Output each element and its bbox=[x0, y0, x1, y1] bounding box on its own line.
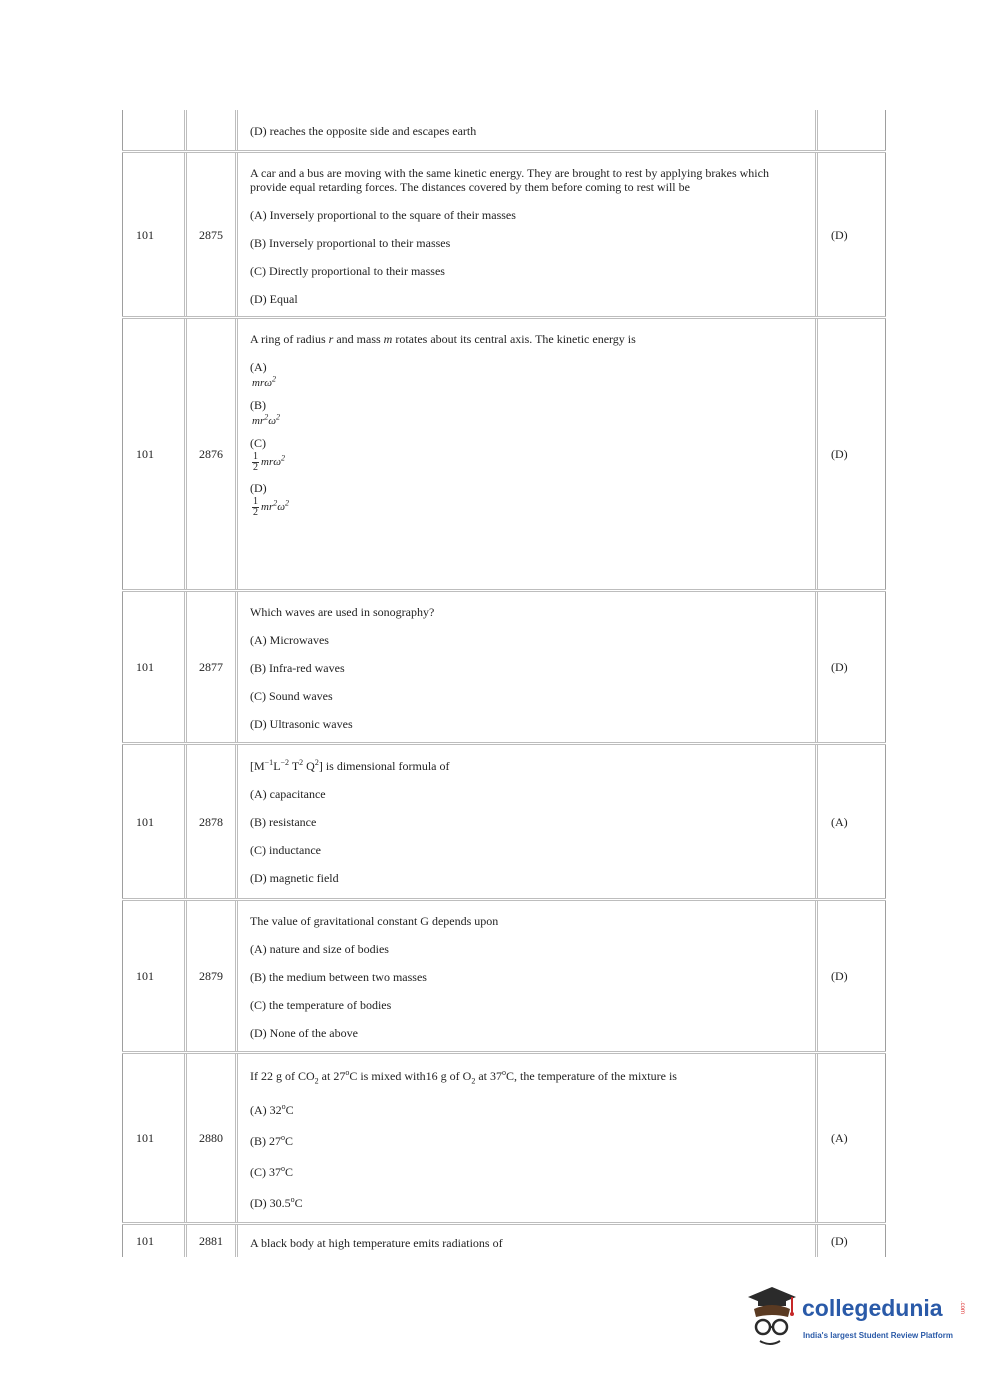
option-b: (B) Infra-red waves bbox=[250, 661, 345, 675]
option-a: (A) capacitance bbox=[250, 787, 326, 801]
option-c: (C) Directly proportional to their masses bbox=[250, 264, 445, 278]
question-text: A car and a bus are moving with the same kinetic energy. They are brought to rest by applying brakes which provide equal retarding forces. The distances covered by them before coming to rest will be bbox=[250, 166, 769, 194]
question-text: Which waves are used in sonography? bbox=[250, 605, 435, 619]
question-number-cell: 2879 bbox=[187, 901, 238, 1051]
option-a: (A) nature and size of bodies bbox=[250, 942, 389, 956]
option-c: (C) the temperature of bodies bbox=[250, 998, 392, 1012]
question-cell bbox=[238, 592, 818, 742]
paper-code-cell: 101 bbox=[122, 901, 187, 1051]
paper-code-cell: 101 bbox=[122, 1054, 187, 1222]
option-d: (D) Equal bbox=[250, 292, 298, 306]
question-cell bbox=[238, 745, 818, 898]
logo-domain: .com bbox=[959, 1301, 965, 1315]
question-number-cell: 2876 bbox=[187, 319, 238, 589]
table-row bbox=[122, 153, 886, 319]
table-row bbox=[122, 1225, 886, 1257]
question-number-cell bbox=[187, 110, 238, 150]
question-text: A black body at high temperature emits radiations of bbox=[250, 1236, 503, 1250]
option-b: (B) the medium between two masses bbox=[250, 970, 427, 984]
answer-cell: (D) bbox=[818, 153, 886, 316]
option: (D) reaches the opposite side and escapes earth bbox=[250, 124, 477, 138]
logo-wordmark: collegedunia bbox=[802, 1295, 943, 1321]
option-b-formula: $mr^2\omega^2$ bbox=[252, 412, 281, 427]
question-cell bbox=[238, 153, 818, 316]
option-b: (B) Inversely proportional to their masses bbox=[250, 236, 451, 250]
question-text: If 22 g of $CO_2$ at 27$^o$C is mixed with16 g of $O_2$ at 37$^o$C, the temperature of the mixture is bbox=[250, 1068, 677, 1086]
table-row bbox=[122, 592, 886, 745]
option-a-label: (A) bbox=[250, 360, 267, 374]
answer-cell: (D) bbox=[818, 901, 886, 1051]
option-a: (A) Inversely proportional to the square of their masses bbox=[250, 208, 516, 222]
paper-code-cell: 101 bbox=[122, 319, 187, 589]
question-table bbox=[122, 110, 886, 1257]
question-text: The value of gravitational constant G depends upon bbox=[250, 914, 499, 928]
paper-code-cell: 101 bbox=[122, 1225, 187, 1257]
paper-code-cell bbox=[122, 110, 187, 150]
option-a-formula: mrω$^2$ bbox=[252, 374, 276, 389]
question-cell bbox=[238, 901, 818, 1051]
option-c: (C) inductance bbox=[250, 843, 321, 857]
question-cell bbox=[238, 319, 818, 589]
option-d: (D) magnetic field bbox=[250, 871, 339, 885]
option-d: (D) 30.5$^o$C bbox=[250, 1195, 303, 1210]
option-b-label: (B) bbox=[250, 398, 266, 412]
option-a: (A) Microwaves bbox=[250, 633, 329, 647]
table-row bbox=[122, 901, 886, 1054]
answer-cell: (A) bbox=[818, 1054, 886, 1222]
question-number-cell: 2875 bbox=[187, 153, 238, 316]
option-c: (C) Sound waves bbox=[250, 689, 333, 703]
question-number-cell: 2881 bbox=[187, 1225, 238, 1257]
mascot-icon bbox=[742, 1283, 802, 1353]
option-d-formula: $\frac{1}{2}$ $mr^2\omega^2$ bbox=[253, 496, 290, 518]
paper-code-cell: 101 bbox=[122, 745, 187, 898]
collegedunia-logo[interactable] bbox=[742, 1283, 972, 1353]
answer-cell: (D) bbox=[818, 1225, 886, 1257]
option-c-formula: $\frac{1}{2}$ mrω$^2$ bbox=[253, 451, 285, 473]
option-d: (D) Ultrasonic waves bbox=[250, 717, 353, 731]
question-cell bbox=[238, 1225, 818, 1257]
answer-cell bbox=[818, 110, 886, 150]
table-row bbox=[122, 745, 886, 901]
question-number-cell: 2878 bbox=[187, 745, 238, 898]
option-b: (B) 27$^o$C bbox=[250, 1133, 294, 1148]
answer-cell: (D) bbox=[818, 592, 886, 742]
logo-tagline: India's largest Student Review Platform bbox=[803, 1331, 953, 1340]
option-a: (A) 32$^o$C bbox=[250, 1102, 294, 1117]
question-number-cell: 2880 bbox=[187, 1054, 238, 1222]
question-text: A ring of radius r and mass m rotates about its central axis. The kinetic energy is bbox=[250, 332, 636, 346]
question-text: [$M^{-1}L^{-2}$ $T^2$ $Q^2$] is dimensional formula of bbox=[250, 758, 450, 773]
table-row bbox=[122, 110, 886, 153]
option-b: (B) resistance bbox=[250, 815, 317, 829]
question-number-cell: 2877 bbox=[187, 592, 238, 742]
answer-cell: (D) bbox=[818, 319, 886, 589]
option-d-label: (D) bbox=[250, 481, 267, 495]
option-d: (D) None of the above bbox=[250, 1026, 358, 1040]
table-row bbox=[122, 319, 886, 592]
question-cell bbox=[238, 1054, 818, 1222]
answer-cell: (A) bbox=[818, 745, 886, 898]
option-c-label: (C) bbox=[250, 436, 266, 450]
question-cell bbox=[238, 110, 818, 150]
table-row bbox=[122, 1054, 886, 1225]
paper-code-cell: 101 bbox=[122, 592, 187, 742]
paper-code-cell: 101 bbox=[122, 153, 187, 316]
option-c: (C) 37$^o$C bbox=[250, 1164, 294, 1179]
